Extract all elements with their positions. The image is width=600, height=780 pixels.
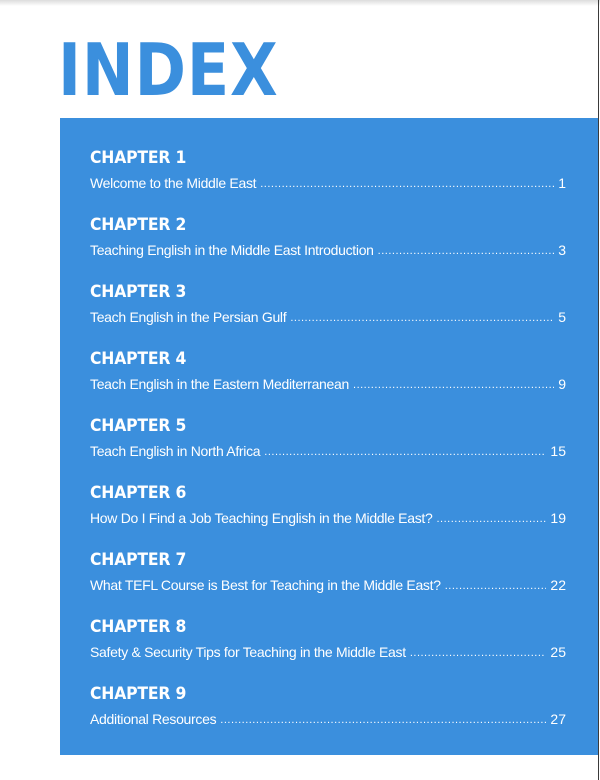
- toc-chapter-5: [90, 415, 566, 463]
- toc-chapter-8: [90, 616, 566, 664]
- dot-leader: [436, 508, 546, 530]
- chapter-heading: CHAPTER 6: [90, 483, 187, 503]
- dot-leader: [290, 307, 554, 329]
- chapter-heading: CHAPTER 2: [90, 215, 187, 235]
- entry-page-number: 3: [558, 242, 566, 258]
- entry-page-number: 27: [550, 711, 566, 727]
- entry-title: What TEFL Course is Best for Teaching in the Middle East?: [90, 577, 441, 593]
- dot-leader: [378, 240, 555, 262]
- entry-title: Safety & Security Tips for Teaching in the Middle East: [90, 644, 406, 660]
- chapter-heading: CHAPTER 1: [90, 148, 187, 168]
- dot-leader: [445, 575, 547, 597]
- toc-entry[interactable]: [90, 708, 566, 732]
- toc-entry[interactable]: [90, 641, 566, 665]
- entry-title: Additional Resources: [90, 711, 217, 727]
- toc-entry[interactable]: [90, 440, 566, 464]
- chapter-heading: CHAPTER 9: [90, 684, 187, 704]
- entry-page-number: 1: [558, 175, 566, 191]
- dot-leader: [264, 441, 546, 463]
- entry-title: How Do I Find a Job Teaching English in the Middle East?: [90, 510, 433, 526]
- entry-page-number: 22: [550, 577, 566, 593]
- dot-leader: [220, 709, 546, 731]
- chapter-heading: CHAPTER 8: [90, 617, 187, 637]
- toc-entry[interactable]: [90, 574, 566, 598]
- entry-page-number: 19: [550, 510, 566, 526]
- top-shadow: [0, 0, 600, 6]
- chapter-heading: CHAPTER 5: [90, 416, 187, 436]
- entry-title: Teach English in the Eastern Mediterranean: [90, 376, 350, 392]
- toc-chapter-9: [90, 683, 566, 731]
- toc-chapter-2: [90, 214, 566, 262]
- toc-chapter-3: [90, 281, 566, 329]
- toc-chapter-1: [90, 147, 566, 195]
- toc-entry[interactable]: [90, 239, 566, 263]
- page-right-edge: [598, 0, 599, 780]
- dot-leader: [410, 642, 547, 664]
- toc-chapter-7: [90, 549, 566, 597]
- table-of-contents-panel: [60, 118, 598, 755]
- entry-title: Welcome to the Middle East: [90, 175, 257, 191]
- dot-leader: [260, 173, 554, 195]
- entry-page-number: 25: [550, 644, 566, 660]
- entry-title: Teach English in the Persian Gulf: [90, 309, 287, 325]
- entry-page-number: 15: [550, 443, 566, 459]
- toc-entry[interactable]: [90, 172, 566, 196]
- toc-entry[interactable]: [90, 306, 566, 330]
- toc-entry[interactable]: [90, 507, 566, 531]
- chapter-heading: CHAPTER 7: [90, 550, 187, 570]
- toc-chapter-4: [90, 348, 566, 396]
- entry-title: Teaching English in the Middle East Introduction: [90, 242, 374, 258]
- toc-chapter-6: [90, 482, 566, 530]
- entry-page-number: 9: [558, 376, 566, 392]
- dot-leader: [353, 374, 554, 396]
- toc-entry[interactable]: [90, 373, 566, 397]
- entry-page-number: 5: [558, 309, 566, 325]
- chapter-heading: CHAPTER 3: [90, 282, 187, 302]
- chapter-heading: CHAPTER 4: [90, 349, 187, 369]
- entry-title: Teach English in North Africa: [90, 443, 261, 459]
- page-title: INDEX: [58, 28, 279, 112]
